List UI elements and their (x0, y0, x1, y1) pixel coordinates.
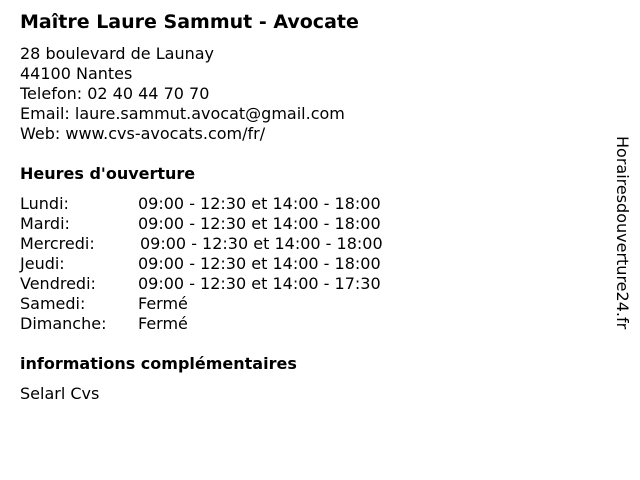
day-label: Lundi: (20, 194, 69, 213)
time-value: 09:00 - 12:30 et 14:00 - 18:00 (138, 214, 381, 233)
time-value: Fermé (138, 314, 188, 333)
web-line: Web: www.cvs-avocats.com/fr/ (20, 124, 266, 143)
extra-info-heading: informations complémentaires (20, 354, 297, 373)
hours-row-mercredi (20, 234, 440, 254)
time-value: 09:00 - 12:30 et 14:00 - 17:30 (138, 274, 381, 293)
email-line: Email: laure.sammut.avocat@gmail.com (20, 104, 345, 123)
time-value: 09:00 - 12:30 et 14:00 - 18:00 (138, 194, 381, 213)
site-watermark: Horairesdouverture24.fr (613, 136, 632, 330)
time-value: 09:00 - 12:30 et 14:00 - 18:00 (140, 234, 383, 253)
street-line: 28 boulevard de Launay (20, 44, 214, 63)
time-value: 09:00 - 12:30 et 14:00 - 18:00 (138, 254, 381, 273)
hours-row-vendredi (20, 274, 440, 294)
phone-line: Telefon: 02 40 44 70 70 (20, 84, 210, 103)
day-label: Mercredi: (20, 234, 95, 253)
day-label: Dimanche: (20, 314, 107, 333)
hours-row-dimanche (20, 314, 440, 334)
hours-row-samedi (20, 294, 440, 314)
day-label: Samedi: (20, 294, 86, 313)
day-label: Jeudi: (20, 254, 65, 273)
day-label: Mardi: (20, 214, 70, 233)
page-title: Maître Laure Sammut - Avocate (20, 11, 359, 33)
hours-row-jeudi (20, 254, 440, 274)
extra-info-text: Selarl Cvs (20, 384, 100, 403)
hours-row-mardi (20, 214, 440, 234)
hours-table (20, 194, 440, 334)
address-block (20, 44, 345, 144)
day-label: Vendredi: (20, 274, 96, 293)
city-line: 44100 Nantes (20, 64, 133, 83)
hours-row-lundi (20, 194, 440, 214)
hours-heading: Heures d'ouverture (20, 164, 196, 183)
time-value: Fermé (138, 294, 188, 313)
